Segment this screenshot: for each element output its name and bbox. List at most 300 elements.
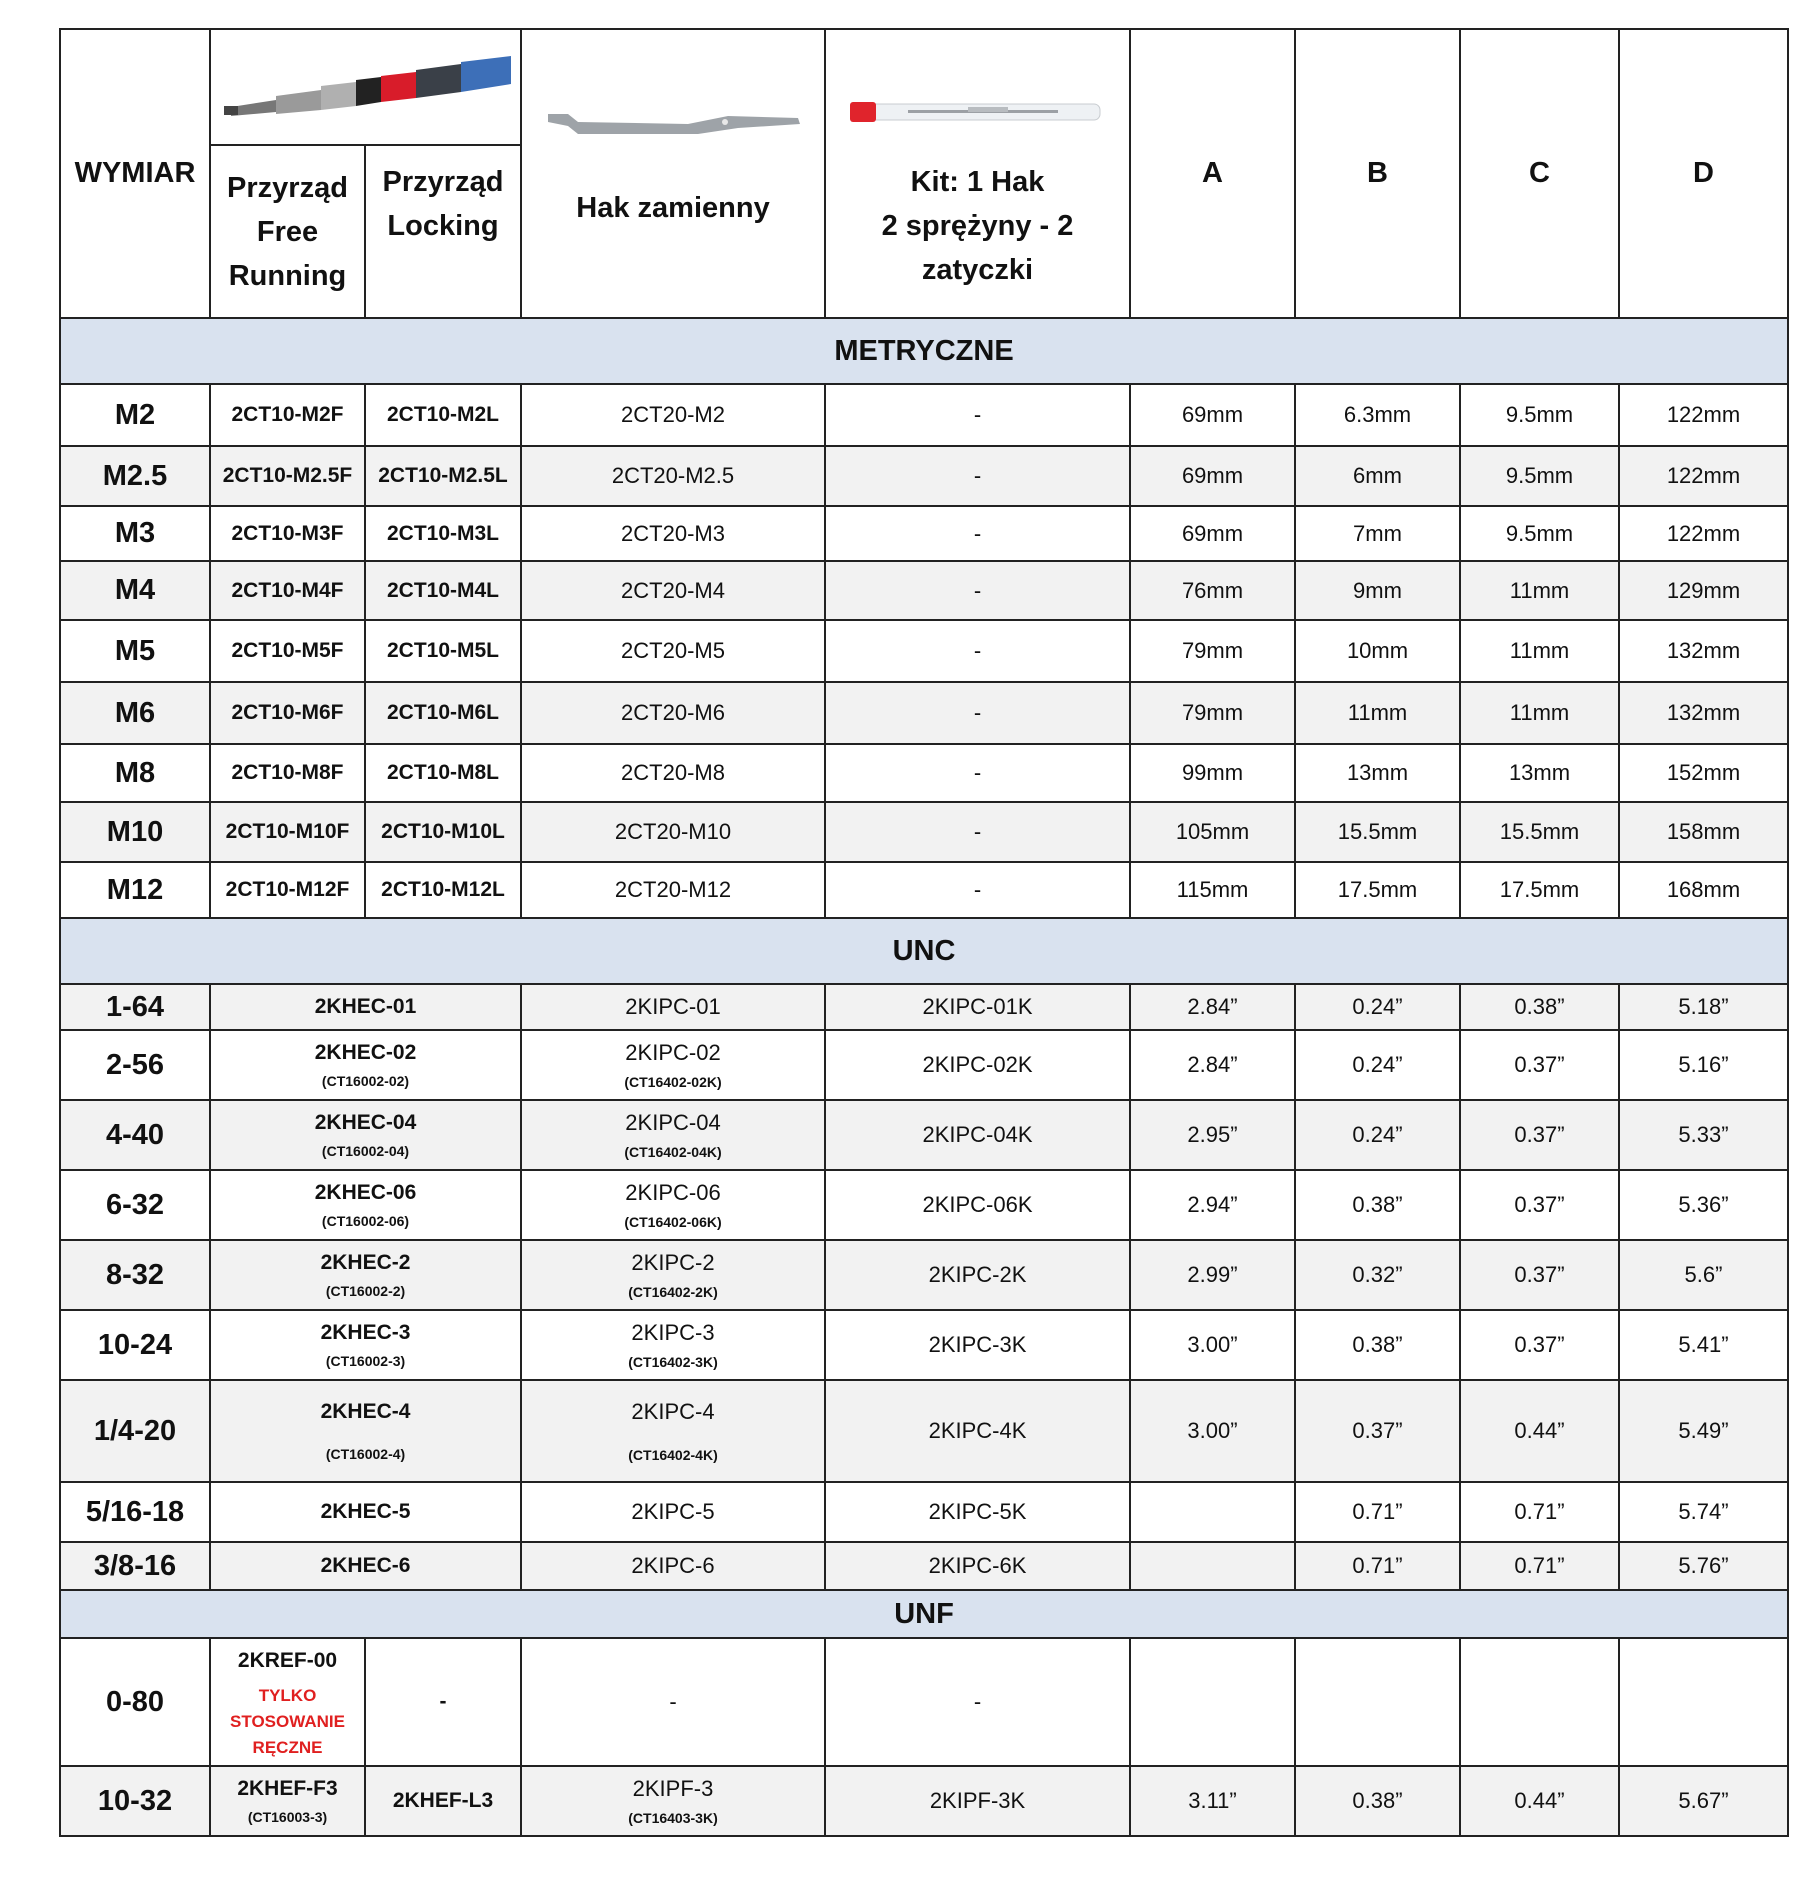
- header-d: D: [1619, 29, 1788, 318]
- hook-code: [521, 802, 825, 862]
- size-cell-value: 4-40: [105, 1118, 165, 1151]
- dim-a: [1130, 1482, 1295, 1542]
- dim-a: [1130, 384, 1295, 446]
- dim-a: [1130, 1766, 1295, 1836]
- table-row: [60, 1100, 1788, 1170]
- dim-b: [1295, 506, 1460, 561]
- kit-code: [825, 1100, 1130, 1170]
- dim-c: [1460, 1766, 1619, 1836]
- kit-code: [825, 384, 1130, 446]
- manual-use-note-line: RĘCZNE: [252, 1738, 323, 1757]
- size-cell: [60, 984, 210, 1030]
- locking-code: [365, 744, 521, 802]
- dim-a-value: 2.84”: [1187, 1052, 1238, 1077]
- size-cell-value: M12: [106, 873, 164, 906]
- dim-b: [1295, 1380, 1460, 1482]
- hook-code: [521, 862, 825, 918]
- kit-header-line-2: 2 sprężyny - 2: [881, 210, 1074, 242]
- table-row: [60, 1482, 1788, 1542]
- locking-code: [365, 384, 521, 446]
- dim-c-value: 9.5mm: [1505, 402, 1574, 427]
- table-row: [60, 561, 1788, 620]
- size-cell: [60, 862, 210, 918]
- dim-c: [1460, 682, 1619, 744]
- hook-code-subcode: (CT16403-3K): [628, 1810, 718, 1826]
- dim-d: [1619, 1380, 1788, 1482]
- tool-code: [210, 1170, 521, 1240]
- kit-code: [825, 1310, 1130, 1380]
- dim-b-value: 0.38”: [1352, 1192, 1403, 1217]
- table-row: [60, 620, 1788, 682]
- kit-code: [825, 1240, 1130, 1310]
- locking-code: [365, 620, 521, 682]
- dim-c-value: 17.5mm: [1499, 877, 1580, 902]
- dim-b-value: 9mm: [1353, 577, 1402, 603]
- free-running-code: [210, 446, 365, 506]
- locking-code: [365, 682, 521, 744]
- dim-b-value: 11mm: [1347, 700, 1408, 725]
- dim-c-value: 11mm: [1509, 638, 1570, 663]
- dim-b-value: 0.38”: [1352, 1332, 1403, 1357]
- hook-code-value: 2CT20-M4: [621, 577, 725, 603]
- dim-c: [1460, 1638, 1619, 1766]
- size-cell: [60, 1100, 210, 1170]
- dim-b-value: 6mm: [1353, 463, 1402, 488]
- kit-code: [825, 984, 1130, 1030]
- kit-code: [825, 446, 1130, 506]
- hook-header: Hak zamienny: [576, 192, 770, 224]
- dim-a: [1130, 1638, 1295, 1766]
- tool-code: [210, 1310, 521, 1380]
- size-cell: [60, 1380, 210, 1482]
- free-running-header-line-3: Running: [228, 259, 347, 292]
- dim-c-value: 11mm: [1509, 700, 1570, 725]
- kit-code: [825, 1030, 1130, 1100]
- dim-b-value: 15.5mm: [1337, 819, 1418, 844]
- dim-b: [1295, 1030, 1460, 1100]
- dim-c: [1460, 1170, 1619, 1240]
- locking-code-value: 2CT10-M2L: [386, 403, 500, 426]
- hook-code-subcode: (CT16402-4K): [628, 1447, 718, 1463]
- dim-d-value: 129mm: [1666, 577, 1741, 603]
- table-row: [60, 802, 1788, 862]
- kit-code-value: -: [973, 520, 982, 546]
- dim-d: [1619, 506, 1788, 561]
- kit-code: [825, 802, 1130, 862]
- kit-code: [825, 1542, 1130, 1590]
- dim-b-value: 0.37”: [1352, 1418, 1403, 1443]
- hook-code-subcode: (CT16402-3K): [628, 1354, 718, 1370]
- size-cell: [60, 744, 210, 802]
- dim-a-value: 2.99”: [1187, 1262, 1238, 1287]
- manual-use-note: [211, 1683, 364, 1761]
- size-cell-value: 0-80: [105, 1685, 165, 1718]
- size-cell: [60, 1030, 210, 1100]
- dim-d: [1619, 682, 1788, 744]
- hook-code-value: 2CT20-M2.5: [611, 463, 735, 488]
- kit-code: [825, 1170, 1130, 1240]
- hook-code: [521, 1766, 825, 1836]
- hook-code: [521, 506, 825, 561]
- dim-a-value: 99mm: [1181, 760, 1244, 785]
- dim-b: [1295, 1766, 1460, 1836]
- table-row: [60, 1766, 1788, 1836]
- dim-c: [1460, 1030, 1619, 1100]
- kit-code-value: 2KIPF-3K: [929, 1788, 1026, 1813]
- hook-code-value: 2KIPF-3: [632, 1776, 714, 1801]
- dim-d-value: 5.67”: [1678, 1788, 1729, 1813]
- tool-code-value: 2KHEC-5: [320, 1500, 411, 1523]
- dim-a: [1130, 1100, 1295, 1170]
- dim-c: [1460, 1100, 1619, 1170]
- dim-b-value: 13mm: [1346, 760, 1409, 785]
- dim-b-value: 10mm: [1346, 638, 1409, 663]
- tool-code: [210, 1482, 521, 1542]
- tool-code: [210, 1030, 521, 1100]
- dim-c: [1460, 1380, 1619, 1482]
- hook-code-value: 2KIPC-06: [625, 1180, 721, 1205]
- dim-c: [1460, 862, 1619, 918]
- dim-c-value: 0.37”: [1514, 1262, 1565, 1287]
- kit-code-value: 2KIPC-2K: [928, 1262, 1027, 1287]
- kit-code: [825, 862, 1130, 918]
- dim-d: [1619, 1030, 1788, 1100]
- dim-b-value: 0.71”: [1352, 1553, 1403, 1578]
- locking-code-value: 2CT10-M10L: [381, 820, 505, 843]
- kit-code-value: 2KIPC-4K: [928, 1418, 1027, 1443]
- kit-header-cell: [825, 29, 1130, 318]
- hook-code-subcode: (CT16402-02K): [624, 1074, 722, 1090]
- size-cell-value: 6-32: [105, 1188, 165, 1221]
- locking-header-line-2: Locking: [387, 210, 499, 242]
- dim-d: [1619, 620, 1788, 682]
- dim-c: [1460, 744, 1619, 802]
- hook-code-value: 2CT20-M6: [621, 700, 725, 725]
- size-cell-value: M8: [114, 756, 156, 789]
- unf-rows: [60, 1638, 1788, 1836]
- dim-c-value: 0.44”: [1514, 1788, 1565, 1813]
- hook-code-value: 2KIPC-6: [631, 1553, 715, 1578]
- manual-use-note-line: STOSOWANIE: [230, 1712, 345, 1731]
- dim-a: [1130, 561, 1295, 620]
- header-size: WYMIAR: [60, 29, 210, 318]
- free-running-code: [210, 682, 365, 744]
- dim-b: [1295, 744, 1460, 802]
- kit-code: [825, 682, 1130, 744]
- dim-d: [1619, 1482, 1788, 1542]
- locking-code-value: 2CT10-M3L: [386, 521, 500, 545]
- kit-code-value: -: [973, 1689, 982, 1714]
- locking-code: [365, 862, 521, 918]
- kit-tube-image: [848, 90, 1108, 140]
- free-running-code-value: 2CT10-M8F: [231, 761, 344, 784]
- dim-d-value: 132mm: [1666, 700, 1741, 725]
- size-cell-value: M6: [114, 696, 156, 729]
- hook-code: [521, 1638, 825, 1766]
- hook-code-value: 2CT20-M2: [621, 402, 725, 427]
- kit-code: [825, 620, 1130, 682]
- size-cell-value: M2: [114, 398, 156, 431]
- kit-code-value: 2KIPC-04K: [922, 1122, 1033, 1147]
- locking-code: [365, 1638, 521, 1766]
- size-cell-value: M4: [114, 574, 156, 606]
- dim-a: [1130, 620, 1295, 682]
- locking-code-value: 2CT10-M12L: [381, 878, 505, 901]
- dim-d-value: 5.49”: [1678, 1418, 1729, 1443]
- dim-d-value: 132mm: [1666, 638, 1741, 663]
- hook-code-value: 2KIPC-3: [631, 1320, 715, 1345]
- table-row: [60, 1310, 1788, 1380]
- dim-a-value: 76mm: [1181, 577, 1244, 603]
- dim-d: [1619, 1100, 1788, 1170]
- dim-b: [1295, 682, 1460, 744]
- hook-code-subcode: (CT16402-04K): [624, 1144, 722, 1160]
- kit-code-value: -: [973, 577, 982, 603]
- free-running-code-value: 2CT10-M4F: [231, 578, 344, 602]
- kit-code-value: 2KIPC-06K: [922, 1192, 1033, 1217]
- size-cell: [60, 802, 210, 862]
- dim-d-value: 122mm: [1666, 520, 1741, 546]
- dim-d-value: 5.6”: [1684, 1262, 1723, 1287]
- kit-code: [825, 1380, 1130, 1482]
- dim-c: [1460, 384, 1619, 446]
- kit-header-line-3: zatyczki: [921, 254, 1034, 286]
- dim-d-value: 152mm: [1666, 760, 1741, 785]
- hook-code: [521, 620, 825, 682]
- size-cell: [60, 1542, 210, 1590]
- dim-c-value: 0.37”: [1514, 1122, 1565, 1147]
- dim-b-value: 17.5mm: [1337, 877, 1418, 902]
- dim-c: [1460, 984, 1619, 1030]
- dim-c-value: 9.5mm: [1505, 520, 1574, 546]
- dim-a: [1130, 802, 1295, 862]
- dim-d: [1619, 561, 1788, 620]
- kit-code: [825, 561, 1130, 620]
- dim-d: [1619, 802, 1788, 862]
- size-cell: [60, 1766, 210, 1836]
- free-running-code-value: 2CT10-M5F: [231, 639, 344, 662]
- dim-a: [1130, 862, 1295, 918]
- table-row: [60, 446, 1788, 506]
- dim-d: [1619, 1638, 1788, 1766]
- dim-b: [1295, 1310, 1460, 1380]
- dim-d-value: 5.18”: [1678, 994, 1729, 1019]
- locking-code-value: 2CT10-M8L: [386, 761, 500, 784]
- kit-code-value: -: [973, 877, 982, 902]
- locking-code: [365, 802, 521, 862]
- dim-a-value: 115mm: [1176, 877, 1249, 902]
- tool-code-value: 2KHEC-3: [320, 1321, 411, 1344]
- locking-code-value: 2CT10-M5L: [386, 639, 500, 662]
- hook-code: [521, 446, 825, 506]
- dim-c: [1460, 1310, 1619, 1380]
- dim-d-value: 122mm: [1666, 463, 1741, 488]
- table-row: [60, 744, 1788, 802]
- free-running-code-value: 2KREF-00: [237, 1649, 338, 1672]
- kit-code-value: -: [973, 402, 982, 427]
- dim-b: [1295, 1542, 1460, 1590]
- dim-b: [1295, 620, 1460, 682]
- dim-c-value: 11mm: [1509, 577, 1570, 603]
- replacement-hook-image: [538, 100, 808, 160]
- size-cell: [60, 446, 210, 506]
- table-row: [60, 1240, 1788, 1310]
- hook-header-cell: [521, 29, 825, 318]
- dim-b-value: 0.24”: [1352, 994, 1403, 1019]
- dim-b-value: 0.32”: [1352, 1262, 1403, 1287]
- dim-c-value: 0.71”: [1514, 1553, 1565, 1578]
- size-cell: [60, 1310, 210, 1380]
- dim-b: [1295, 1170, 1460, 1240]
- dim-c: [1460, 561, 1619, 620]
- dim-c: [1460, 1240, 1619, 1310]
- tool-code-value: 2KHEC-01: [314, 995, 417, 1018]
- tool-code: [210, 1240, 521, 1310]
- hook-code-value: 2CT20-M3: [621, 520, 725, 546]
- dim-a-value: 105mm: [1175, 819, 1250, 844]
- free-running-code-value: 2CT10-M2F: [231, 403, 344, 426]
- dim-c-value: 0.37”: [1514, 1192, 1565, 1217]
- header-c: C: [1460, 29, 1619, 318]
- dim-d-value: 5.41”: [1678, 1332, 1729, 1357]
- dim-b-value: 6.3mm: [1343, 402, 1412, 427]
- hook-code-value: 2KIPC-01: [625, 994, 721, 1019]
- hook-code: [521, 561, 825, 620]
- tool-image-cell: [210, 29, 521, 145]
- hook-code-value: 2KIPC-04: [625, 1110, 721, 1135]
- kit-code: [825, 744, 1130, 802]
- dim-d-value: 158mm: [1666, 819, 1741, 844]
- kit-code-value: 2KIPC-6K: [928, 1553, 1027, 1578]
- dim-c: [1460, 802, 1619, 862]
- size-cell: [60, 506, 210, 561]
- table-row: [60, 1030, 1788, 1100]
- dim-d-value: 5.74”: [1678, 1499, 1729, 1524]
- free-running-code: [210, 506, 365, 561]
- table-row: [60, 506, 1788, 561]
- dim-c: [1460, 620, 1619, 682]
- size-cell-value: 10-32: [97, 1784, 173, 1817]
- table-row: [60, 862, 1788, 918]
- dim-a-value: 2.95”: [1187, 1122, 1238, 1147]
- hook-code-value: 2KIPC-5: [631, 1499, 715, 1524]
- dim-b: [1295, 1240, 1460, 1310]
- section-unc: [60, 918, 1788, 984]
- free-running-code-value: 2CT10-M2.5F: [222, 464, 353, 487]
- section-metric: [60, 318, 1788, 384]
- dim-b-value: 0.71”: [1352, 1499, 1403, 1524]
- size-cell-value: 5/16-18: [85, 1495, 185, 1528]
- free-running-code: [210, 802, 365, 862]
- kit-code-value: -: [973, 638, 982, 663]
- table-row: [60, 1380, 1788, 1482]
- tool-code-value: 2KHEC-4: [320, 1400, 411, 1423]
- free-running-code-value: 2KHEF-F3: [237, 1777, 338, 1800]
- free-running-code-value: 2CT10-M3F: [231, 521, 344, 545]
- table-row: [60, 984, 1788, 1030]
- size-cell: [60, 384, 210, 446]
- kit-code-value: -: [973, 700, 982, 725]
- header-a: A: [1130, 29, 1295, 318]
- locking-code: [365, 561, 521, 620]
- size-cell-value: 3/8-16: [93, 1549, 177, 1582]
- dim-a: [1130, 1380, 1295, 1482]
- hook-code: [521, 682, 825, 744]
- hook-code-value: -: [669, 1689, 677, 1714]
- hook-code-value: 2CT20-M12: [614, 877, 732, 902]
- dim-c-value: 0.71”: [1514, 1499, 1565, 1524]
- tool-code: [210, 1542, 521, 1590]
- header-b: B: [1295, 29, 1460, 318]
- size-cell-value: 2-56: [105, 1048, 165, 1081]
- free-running-code-value: 2CT10-M12F: [225, 878, 350, 901]
- dim-d: [1619, 1766, 1788, 1836]
- dim-a-value: 2.84”: [1187, 994, 1238, 1019]
- dim-a-value: 2.94”: [1187, 1192, 1238, 1217]
- hook-code: [521, 1030, 825, 1100]
- hook-code: [521, 1240, 825, 1310]
- free-running-code: [210, 1638, 365, 1766]
- dim-d: [1619, 1170, 1788, 1240]
- hook-code: [521, 744, 825, 802]
- hook-code-value: 2CT20-M10: [614, 819, 732, 844]
- dim-a: [1130, 682, 1295, 744]
- dim-a: [1130, 984, 1295, 1030]
- hook-code: [521, 1542, 825, 1590]
- tool-code-value: 2KHEC-04: [314, 1111, 417, 1134]
- locking-code-value: -: [439, 1690, 447, 1713]
- dim-a: [1130, 744, 1295, 802]
- table-row: [60, 1638, 1788, 1766]
- kit-header-line-1: Kit: 1 Hak: [910, 166, 1045, 198]
- dim-b-value: 7mm: [1353, 520, 1402, 546]
- dim-a-value: 79mm: [1181, 638, 1244, 663]
- dim-a: [1130, 446, 1295, 506]
- locking-code-value: 2CT10-M4L: [386, 578, 500, 602]
- tool-code-subcode: (CT16002-4): [325, 1446, 406, 1462]
- dim-a-value: 69mm: [1181, 463, 1244, 488]
- hook-code-value: 2CT20-M8: [621, 760, 725, 785]
- dim-a: [1130, 1542, 1295, 1590]
- locking-code-value: 2CT10-M2.5L: [378, 464, 508, 487]
- dim-d: [1619, 446, 1788, 506]
- dim-a-value: 3.00”: [1187, 1332, 1238, 1357]
- locking-code: [365, 446, 521, 506]
- dim-a-value: 69mm: [1181, 520, 1244, 546]
- table-row: [60, 1542, 1788, 1590]
- free-running-code: [210, 1766, 365, 1836]
- size-cell-value: M2.5: [102, 459, 168, 492]
- tool-code: [210, 1380, 521, 1482]
- dim-b: [1295, 384, 1460, 446]
- table-row: [60, 384, 1788, 446]
- size-cell: [60, 1240, 210, 1310]
- dim-b: [1295, 446, 1460, 506]
- dim-d: [1619, 1542, 1788, 1590]
- dim-c-value: 15.5mm: [1499, 819, 1580, 844]
- size-cell-value: 1-64: [105, 990, 165, 1023]
- dim-b: [1295, 1638, 1460, 1766]
- free-running-code-value: 2CT10-M6F: [231, 701, 344, 724]
- tool-code-subcode: (CT16002-04): [321, 1143, 410, 1159]
- free-running-code: [210, 384, 365, 446]
- unc-rows: [60, 984, 1788, 1590]
- size-cell: [60, 1170, 210, 1240]
- size-cell-value: M5: [114, 634, 156, 667]
- dim-a: [1130, 1240, 1295, 1310]
- locking-code: [365, 506, 521, 561]
- size-cell-value: M10: [106, 815, 164, 848]
